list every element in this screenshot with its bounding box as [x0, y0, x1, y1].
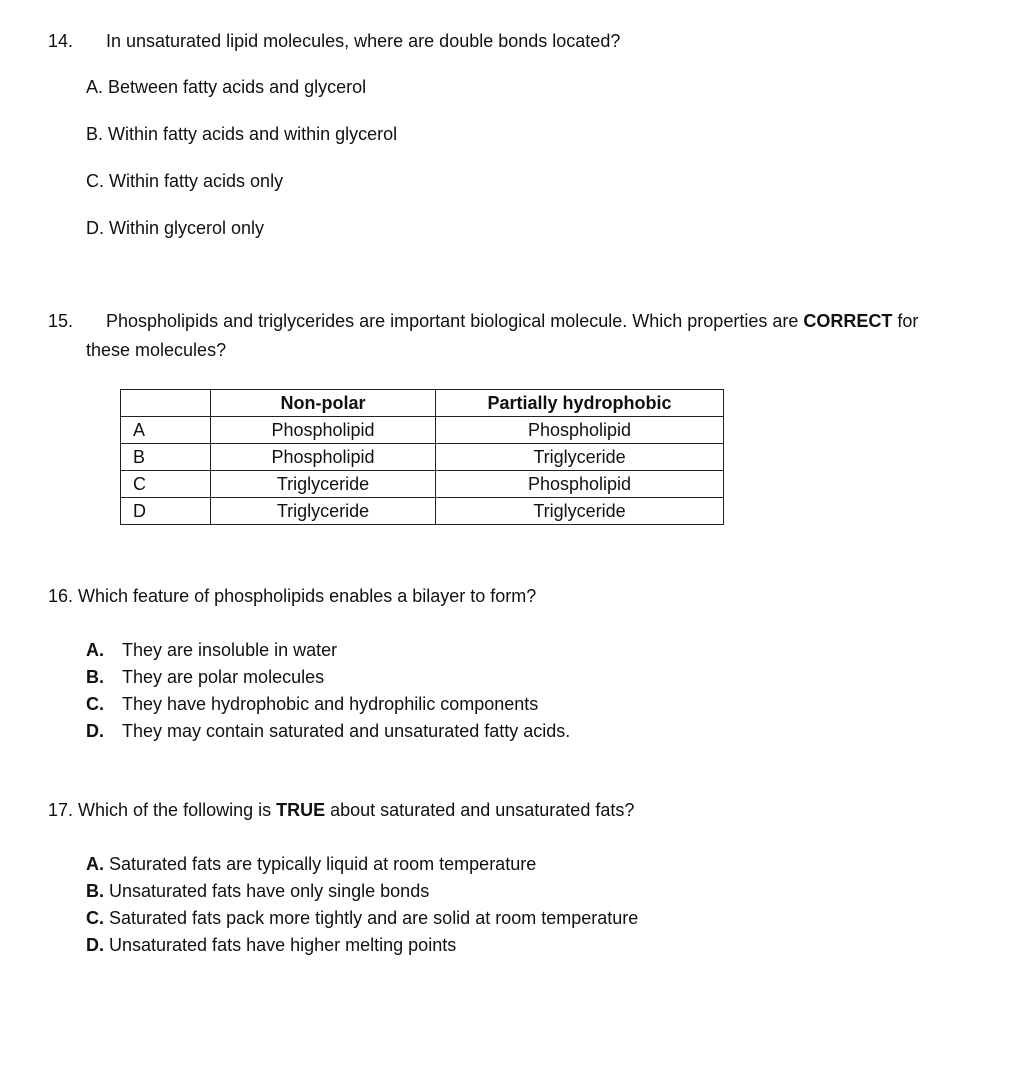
table-cell-letter: C: [121, 471, 211, 498]
q17-option-b: [86, 881, 429, 902]
q14-option-a: A. Between fatty acids and glycerol: [86, 77, 367, 97]
q15-question: [106, 311, 918, 332]
q16-question: 16. Which feature of phospholipids enables a bilayer to form?: [48, 586, 537, 606]
table-cell-letter: B: [121, 444, 211, 471]
q17-question: [48, 800, 634, 821]
q16-option-b: [86, 667, 324, 688]
option-letter: A.: [86, 640, 104, 660]
q14-question: In unsaturated lipid molecules, where are double bonds located?: [106, 31, 621, 51]
option-letter: C.: [86, 694, 104, 714]
table-cell-non-polar: Phospholipid: [211, 417, 436, 444]
q16-option-c: [86, 694, 538, 715]
table-header-partially-hydrophobic: Partially hydrophobic: [436, 390, 724, 417]
q16-option-a: [86, 640, 337, 661]
option-letter: B.: [86, 881, 104, 901]
q15-question-line2: these molecules?: [86, 340, 227, 360]
option-text: They are polar molecules: [122, 667, 325, 687]
q15-question-part2: for: [892, 311, 919, 331]
q15-number: 15.: [48, 311, 74, 331]
q15-properties-table: [120, 389, 724, 525]
table-header-non-polar: Non-polar: [211, 390, 436, 417]
table-row: [121, 417, 724, 444]
q17-question-part1: 17. Which of the following is: [48, 800, 277, 820]
table-cell-non-polar: Triglyceride: [211, 498, 436, 525]
q16-option-d: [86, 721, 570, 742]
table-header-empty: [121, 390, 211, 417]
option-text: Saturated fats pack more tightly and are solid at room temperature: [104, 908, 639, 928]
option-letter: D.: [86, 935, 104, 955]
table-row: [121, 444, 724, 471]
table-cell-letter: A: [121, 417, 211, 444]
q14-option-d: D. Within glycerol only: [86, 218, 265, 238]
table-cell-letter: D: [121, 498, 211, 525]
table-cell-partially-hydrophobic: Phospholipid: [436, 471, 724, 498]
table-row: [121, 471, 724, 498]
option-letter: D.: [86, 721, 104, 741]
table-cell-partially-hydrophobic: Triglyceride: [436, 498, 724, 525]
q17-question-bold: TRUE: [276, 800, 326, 820]
option-text: Unsaturated fats have higher melting points: [104, 935, 457, 955]
table-cell-partially-hydrophobic: Triglyceride: [436, 444, 724, 471]
q15-question-part1: Phospholipids and triglycerides are important biological molecule. Which properties are: [106, 311, 804, 331]
option-text: They may contain saturated and unsaturated fatty acids.: [122, 721, 571, 741]
q14-option-c: C. Within fatty acids only: [86, 171, 284, 191]
option-letter: B.: [86, 667, 104, 687]
option-text: They have hydrophobic and hydrophilic components: [122, 694, 539, 714]
table-header-row: [121, 390, 724, 417]
q14-number: 14.: [48, 31, 74, 51]
q14-option-b: B. Within fatty acids and within glycerol: [86, 124, 398, 144]
q17-option-c: [86, 908, 638, 929]
q17-option-d: [86, 935, 456, 956]
option-letter: C.: [86, 908, 104, 928]
option-letter: A.: [86, 854, 104, 874]
option-text: They are insoluble in water: [122, 640, 338, 660]
table-cell-non-polar: Phospholipid: [211, 444, 436, 471]
table-row: [121, 498, 724, 525]
option-text: Saturated fats are typically liquid at room temperature: [104, 854, 537, 874]
option-text: Unsaturated fats have only single bonds: [104, 881, 430, 901]
q15-question-bold: CORRECT: [803, 311, 893, 331]
table-cell-partially-hydrophobic: Phospholipid: [436, 417, 724, 444]
table-cell-non-polar: Triglyceride: [211, 471, 436, 498]
q17-option-a: [86, 854, 536, 875]
q17-question-part2: about saturated and unsaturated fats?: [325, 800, 635, 820]
